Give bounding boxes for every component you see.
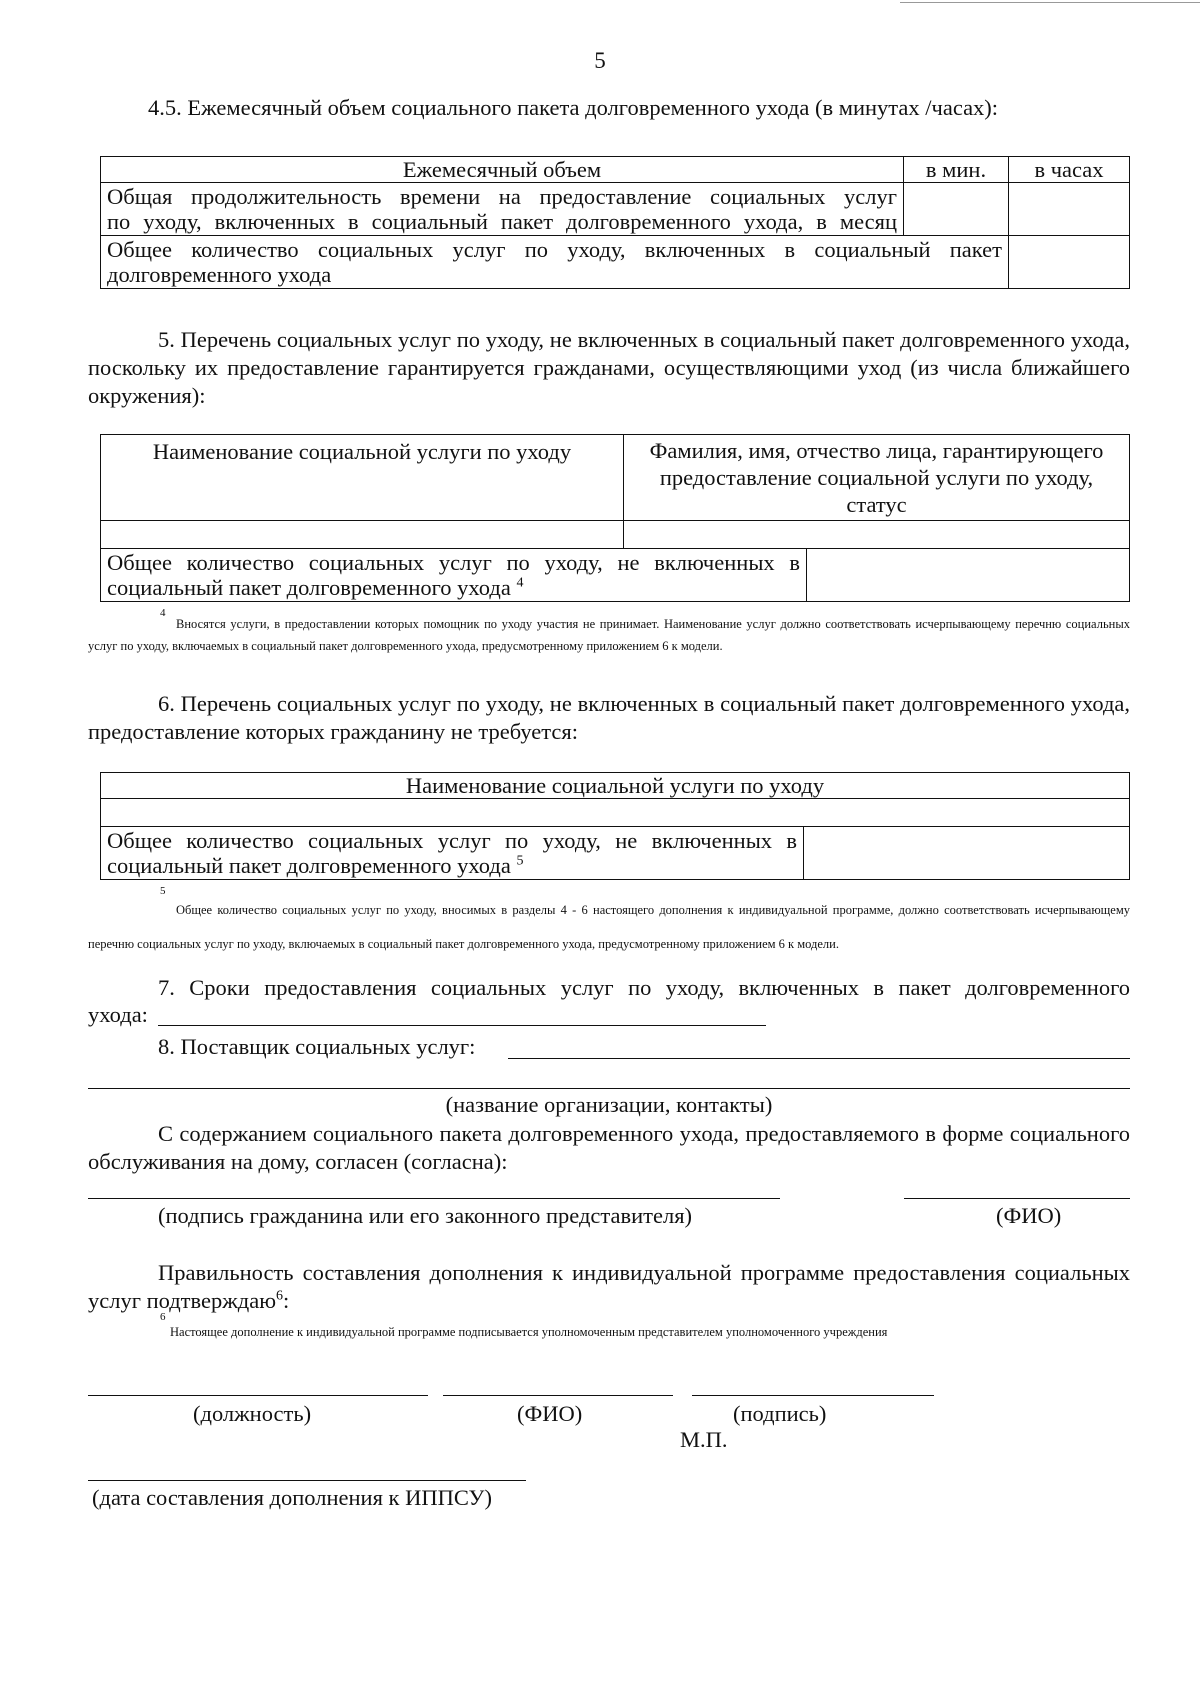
row-total-services: Общее количество социальных услуг по уходу, включенных в социальный пакет долговременного ухода: [101, 236, 1009, 289]
col-minutes: в мин.: [904, 157, 1009, 183]
cell-total-not-required[interactable]: [804, 827, 1130, 880]
official-fio-line[interactable]: [443, 1395, 673, 1396]
row-total-duration: Общая продолжительность времени на предоставление социальных услуг по уходу, включенных в социальный пакет долговременного ухода, в месяц: [101, 183, 904, 236]
section-5-paragraph: 5. Перечень социальных услуг по уходу, не включенных в социальный пакет долговременного ухода, поскольку их предоставление гарантируется гражданами, осуществляющими уход (из числа ближайшего окружения):: [88, 327, 1130, 408]
section-8-label: 8. Поставщик социальных услуг:: [158, 1034, 476, 1059]
provider-caption: (название организации, контакты): [445, 1092, 773, 1117]
terms-input-line[interactable]: [158, 1025, 766, 1026]
scan-edge-line: [900, 2, 1200, 3]
position-caption: (должность): [193, 1401, 312, 1426]
cell-duration-hours[interactable]: [1009, 183, 1130, 236]
col-monthly-volume: Ежемесячный объем: [101, 157, 904, 183]
position-line[interactable]: [88, 1395, 428, 1396]
official-signature-caption: (подпись): [733, 1401, 827, 1426]
footnote-5-mark: 5: [160, 884, 166, 897]
section-6-paragraph: 6. Перечень социальных услуг по уходу, не включенных в социальный пакет долговременного ухода, предоставление которых гражданину не требуется:: [88, 691, 1130, 744]
provider-input-line-2[interactable]: [88, 1088, 1130, 1089]
page-number: 5: [594, 48, 606, 73]
cell-service-entry-2[interactable]: [101, 799, 1130, 827]
footnote-6: Настоящее дополнение к индивидуальной программе подписывается уполномоченным представителем уполномоченного учреждения: [170, 1325, 888, 1339]
cell-total-not-included[interactable]: [807, 549, 1130, 602]
cell-guarantor-entry[interactable]: [624, 521, 1130, 549]
section-7-line1: 7. Сроки предоставления социальных услуг по уходу, включенных в пакет долговременного: [158, 975, 1130, 1000]
citizen-fio-caption: (ФИО): [996, 1203, 1062, 1228]
footnote-6-mark: 6: [160, 1310, 166, 1323]
row-total-not-required: Общее количество социальных услуг по уходу, не включенных в социальный пакет долговременного ухода $^5$: [101, 827, 804, 880]
cell-duration-minutes[interactable]: [904, 183, 1009, 236]
family-care-table: [100, 434, 1130, 602]
col-service-name: Наименование социальной услуги по уходу: [101, 435, 624, 521]
confirm-text: Правильность составления дополнения к индивидуальной программе предоставления социальных услуг подтверждаю$^6$:: [88, 1260, 1130, 1313]
citizen-signature-line[interactable]: [88, 1198, 780, 1199]
footnote-4-mark: 4: [160, 606, 166, 619]
date-caption: (дата составления дополнения к ИППСУ): [92, 1485, 492, 1510]
stamp-placeholder: М.П.: [680, 1427, 728, 1452]
citizen-signature-caption: (подпись гражданина или его законного представителя): [158, 1203, 693, 1228]
col-hours: в часах: [1009, 157, 1130, 183]
provider-input-line[interactable]: [508, 1058, 1130, 1059]
col-guarantor: Фамилия, имя, отчество лица, гарантирующего предоставление социальной услуги по уходу, статус: [624, 435, 1130, 521]
citizen-fio-line[interactable]: [904, 1198, 1130, 1199]
date-line[interactable]: [88, 1480, 526, 1481]
consent-text: С содержанием социального пакета долговременного ухода, предоставляемого в форме социального обслуживания на дому, согласен (согласна):: [88, 1121, 1130, 1174]
row-total-not-included: Общее количество социальных услуг по уходу, не включенных в социальный пакет долговременного ухода $^4$: [101, 549, 807, 602]
official-signature-line[interactable]: [692, 1395, 934, 1396]
section-4-5-heading: 4.5. Ежемесячный объем социального пакета долговременного ухода (в минутах /часах):: [148, 95, 999, 120]
section-7-line2: ухода:: [88, 1002, 148, 1027]
footnote-4: Вносятся услуги, в предоставлении которых помощник по уходу участия не принимает. Наименование услуг должно соответствовать исчерпывающему перечню социальных услуг по уходу, включаемых в социальный пакет долговременного ухода, предусмотренному приложением 6 к модели.: [88, 617, 1130, 653]
footnote-5: Общее количество социальных услуг по уходу, вносимых в разделы 4 - 6 настоящего дополнения к индивидуальной программе, должно соответствовать исчерпывающему перечню социальных услуг по уходу, включаемых в социальный пакет долговременного ухода, предусмотренному приложением 6 к модели.: [88, 903, 1130, 951]
monthly-volume-table: [100, 156, 1130, 289]
col-service-name-2: Наименование социальной услуги по уходу: [101, 773, 1130, 799]
cell-total-services[interactable]: [1009, 236, 1130, 289]
official-fio-caption: (ФИО): [517, 1401, 583, 1426]
not-required-table: [100, 772, 1130, 880]
cell-service-entry[interactable]: [101, 521, 624, 549]
